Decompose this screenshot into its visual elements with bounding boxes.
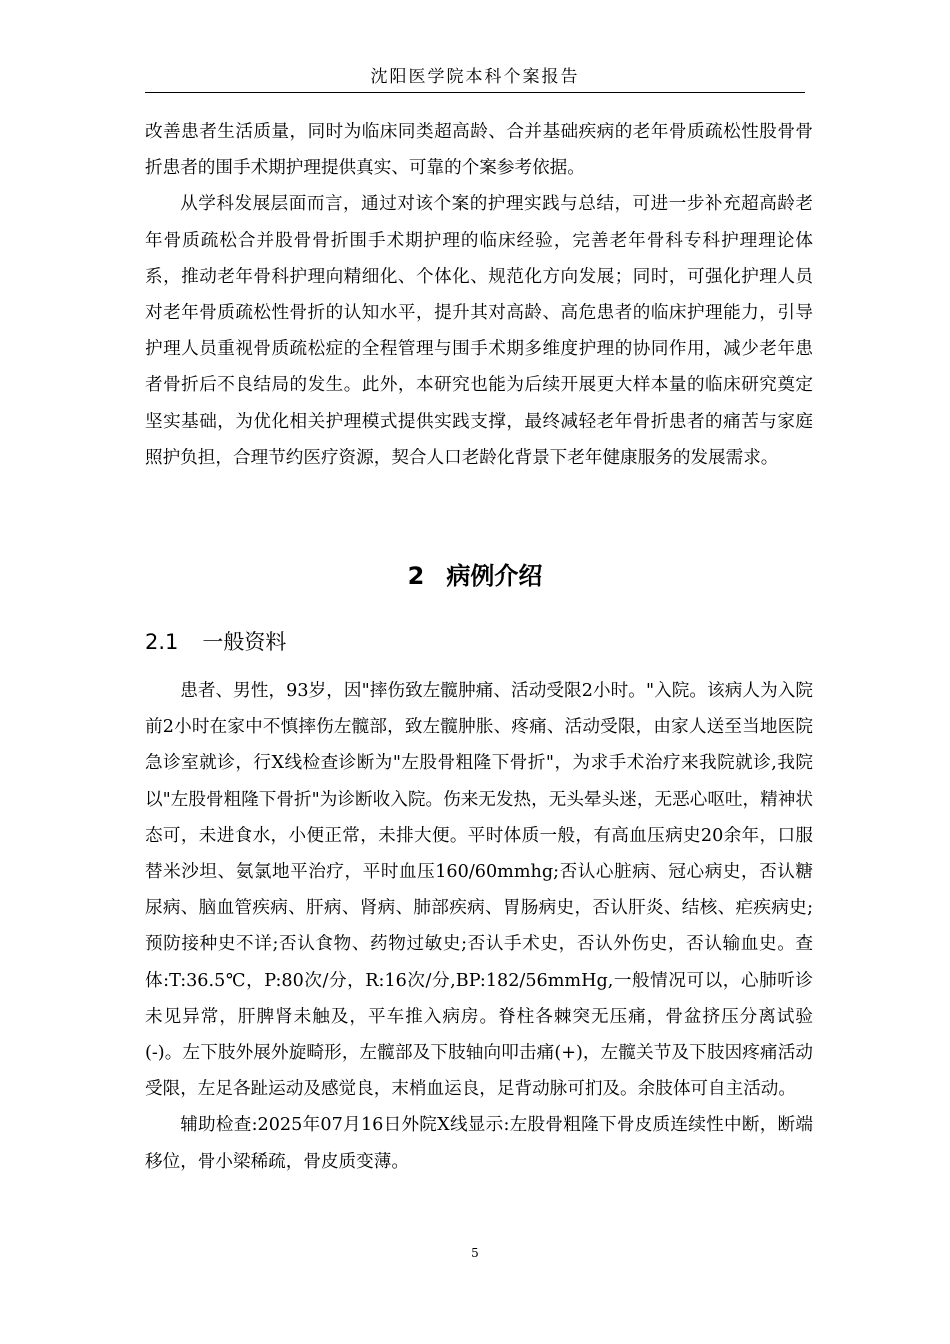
- page-header: 沈阳医学院本科个案报告: [145, 62, 805, 93]
- case-paragraph-1: 患者、男性，93岁，因"摔伤致左髋肿痛、活动受限2小时。"入院。该病人为入院前2小时在家中不慎摔伤左髋部，致左髋肿胀、疼痛、活动受限，由家人送至当地医院急诊室就诊，行X线检查诊断为"左股骨粗隆下骨折"，为求手术治疗来我院就诊,我院以"左股骨粗隆下骨折"为诊断收入院。伤来无发热，无头晕头迷，无恶心呕吐，精神状态可，未进食水，小便正常，未排大便。平时体质一般，有高血压病史20余年，口服替米沙坦、氨氯地平治疗，平时血压160/60mmhg;否认心脏病、冠心病史，否认糖尿病、脑血管疾病、肝病、肾病、肺部疾病、胃肠病史，否认肝炎、结核、疟疾病史;预防接种史不详;否认食物、药物过敏史;否认手术史，否认外伤史，否认输血史。查体:T:36.5℃，P:80次/分，R:16次/分,BP:182/56mmHg,一般情况可以，心肺听诊未见异常，肝脾肾未触及，平车推入病房。脊柱各棘突无压痛，骨盆挤压分离试验(-)。左下肢外展外旋畸形，左髋部及下肢轴向叩击痛(+)，左髋关节及下肢因疼痛活动受限，左足各趾运动及感觉良，末梢血运良，足背动脉可扪及。余肢体可自主活动。: [145, 681, 813, 1100]
- section-title: 病例介绍: [446, 562, 543, 590]
- subsection-number: 2.1: [145, 630, 179, 654]
- case-section: [145, 673, 813, 1180]
- subsection-title: 一般资料: [202, 630, 287, 654]
- section-heading: [145, 556, 805, 596]
- subsection-heading: [145, 622, 286, 662]
- intro-paragraph-2: 从学科发展层面而言，通过对该个案的护理实践与总结，可进一步补充超高龄老年骨质疏松合并股骨骨折围手术期护理的临床经验，完善老年骨科专科护理理论体系，推动老年骨科护理向精细化、个体化、规范化方向发展；同时，可强化护理人员对老年骨质疏松性骨折的认知水平，提升其对高龄、高危患者的临床护理能力，引导护理人员重视骨质疏松症的全程管理与围手术期多维度护理的协同作用，减少老年患者骨折后不良结局的发生。此外，本研究也能为后续开展更大样本量的临床研究奠定坚实基础，为优化相关护理模式提供实践支撑，最终减轻老年骨折患者的痛苦与家庭照护负担，合理节约医疗资源，契合人口老龄化背景下老年健康服务的发展需求。: [145, 194, 813, 468]
- page-number: 5: [471, 1246, 479, 1260]
- intro-paragraph-1: 改善患者生活质量，同时为临床同类超高龄、合并基础疾病的老年骨质疏松性股骨骨折患者的围手术期护理提供真实、可靠的个案参考依据。: [145, 122, 813, 179]
- section-number: 2: [407, 562, 425, 590]
- case-paragraph-2: 辅助检查:2025年07月16日外院X线显示:左股骨粗隆下骨皮质连续性中断，断端移位，骨小梁稀疏，骨皮质变薄。: [145, 1115, 813, 1172]
- intro-section: [145, 114, 813, 476]
